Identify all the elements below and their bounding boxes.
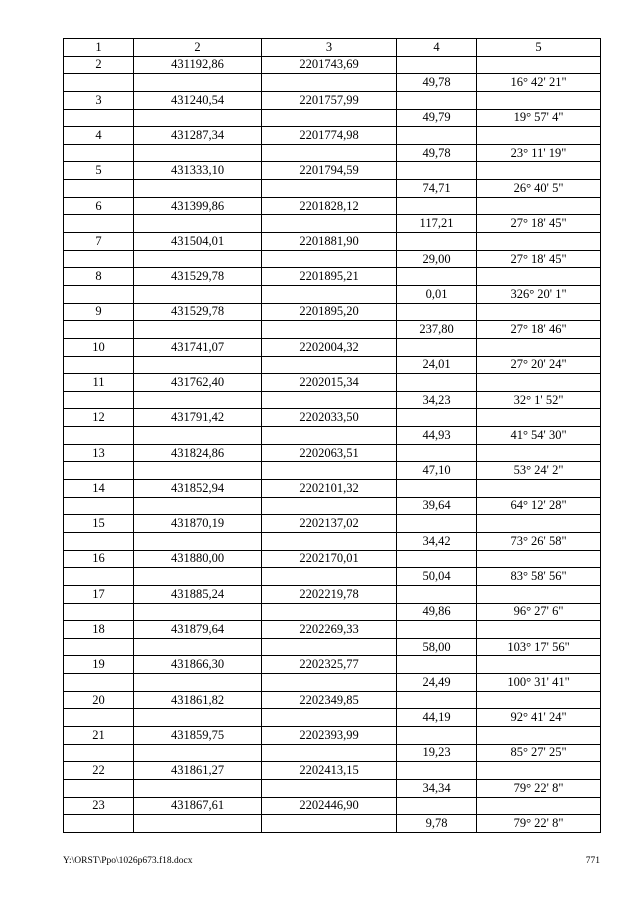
column-header: 2 <box>134 39 262 57</box>
table-cell <box>477 409 601 427</box>
table-cell <box>64 603 134 621</box>
table-cell: 23 <box>64 797 134 815</box>
table-cell <box>397 797 477 815</box>
table-cell: 2202219,78 <box>262 585 397 603</box>
table-row <box>64 91 601 109</box>
table-cell <box>134 215 262 233</box>
table-cell: 2202015,34 <box>262 374 397 392</box>
table-row <box>64 674 601 692</box>
table-cell: 2201794,59 <box>262 162 397 180</box>
table-cell <box>397 656 477 674</box>
table-cell <box>262 497 397 515</box>
table-cell <box>134 709 262 727</box>
table-cell <box>262 462 397 480</box>
table-row <box>64 144 601 162</box>
table-cell <box>64 285 134 303</box>
table-cell: 53° 24' 2" <box>477 462 601 480</box>
table-cell: 3 <box>64 91 134 109</box>
table-cell: 2201895,20 <box>262 303 397 321</box>
table-cell: 34,42 <box>397 532 477 550</box>
table-cell: 64° 12' 28" <box>477 497 601 515</box>
table-cell <box>397 268 477 286</box>
table-cell <box>477 585 601 603</box>
table-cell: 27° 18' 46" <box>477 321 601 339</box>
table-cell <box>477 268 601 286</box>
table-cell <box>262 215 397 233</box>
table-cell: 32° 1' 52" <box>477 391 601 409</box>
table-cell: 96° 27' 6" <box>477 603 601 621</box>
table-cell <box>477 197 601 215</box>
table-cell: 431824,86 <box>134 444 262 462</box>
table-cell <box>134 815 262 833</box>
table-cell <box>262 568 397 586</box>
table-row <box>64 391 601 409</box>
table-cell: 44,19 <box>397 709 477 727</box>
table-cell: 19,23 <box>397 744 477 762</box>
table-cell <box>397 762 477 780</box>
table-cell <box>134 427 262 445</box>
table-cell <box>477 233 601 251</box>
table-cell: 2202170,01 <box>262 550 397 568</box>
table-cell: 49,79 <box>397 109 477 127</box>
table-cell <box>397 409 477 427</box>
table-cell <box>262 109 397 127</box>
table-row <box>64 374 601 392</box>
table-cell: 431791,42 <box>134 409 262 427</box>
table-cell: 431852,94 <box>134 480 262 498</box>
table-row <box>64 656 601 674</box>
table-cell <box>64 391 134 409</box>
table-cell <box>477 480 601 498</box>
table-cell: 0,01 <box>397 285 477 303</box>
table-cell <box>64 250 134 268</box>
table-cell <box>477 550 601 568</box>
table-cell: 431333,10 <box>134 162 262 180</box>
table-cell: 237,80 <box>397 321 477 339</box>
table-cell <box>477 656 601 674</box>
table-cell: 431880,00 <box>134 550 262 568</box>
table-cell: 29,00 <box>397 250 477 268</box>
table-row <box>64 462 601 480</box>
table-cell: 431867,61 <box>134 797 262 815</box>
table-cell: 4 <box>64 127 134 145</box>
table-cell <box>397 91 477 109</box>
table-cell <box>64 744 134 762</box>
table-cell: 431861,27 <box>134 762 262 780</box>
table-cell: 431192,86 <box>134 56 262 74</box>
table-cell <box>134 638 262 656</box>
table-cell: 431866,30 <box>134 656 262 674</box>
table-cell: 2202325,77 <box>262 656 397 674</box>
table-cell <box>397 585 477 603</box>
table-cell: 2202446,90 <box>262 797 397 815</box>
table-row <box>64 427 601 445</box>
table-cell: 22 <box>64 762 134 780</box>
table-cell <box>262 744 397 762</box>
table-cell: 100° 31' 41" <box>477 674 601 692</box>
table-cell: 44,93 <box>397 427 477 445</box>
table-cell: 39,64 <box>397 497 477 515</box>
table-cell <box>64 215 134 233</box>
table-cell <box>262 427 397 445</box>
table-cell: 431870,19 <box>134 515 262 533</box>
table-cell: 2202137,02 <box>262 515 397 533</box>
table-cell: 2201757,99 <box>262 91 397 109</box>
table-cell <box>134 285 262 303</box>
table-cell <box>262 638 397 656</box>
table-cell: 79° 22' 8" <box>477 815 601 833</box>
table-row <box>64 321 601 339</box>
table-cell: 2201743,69 <box>262 56 397 74</box>
table-cell: 49,78 <box>397 74 477 92</box>
table-row <box>64 356 601 374</box>
table-cell: 21 <box>64 726 134 744</box>
table-cell <box>477 303 601 321</box>
table-cell <box>134 321 262 339</box>
table-cell: 24,01 <box>397 356 477 374</box>
table-cell <box>64 356 134 374</box>
table-cell <box>397 56 477 74</box>
table-cell: 34,34 <box>397 779 477 797</box>
table-row <box>64 515 601 533</box>
table-row <box>64 162 601 180</box>
table-row <box>64 550 601 568</box>
table-cell <box>64 638 134 656</box>
table-cell <box>64 815 134 833</box>
table-cell <box>134 391 262 409</box>
table-cell <box>397 197 477 215</box>
table-cell <box>262 709 397 727</box>
table-cell <box>64 74 134 92</box>
table-cell: 11 <box>64 374 134 392</box>
table-cell <box>262 74 397 92</box>
table-row <box>64 709 601 727</box>
table-cell <box>397 691 477 709</box>
table-cell <box>397 162 477 180</box>
table-row <box>64 797 601 815</box>
table-cell <box>262 144 397 162</box>
table-cell <box>64 497 134 515</box>
table-cell <box>397 726 477 744</box>
table-row <box>64 497 601 515</box>
table-cell: 2201828,12 <box>262 197 397 215</box>
table-row <box>64 779 601 797</box>
table-cell: 23° 11' 19" <box>477 144 601 162</box>
table-cell <box>64 109 134 127</box>
table-cell <box>477 691 601 709</box>
table-cell <box>134 144 262 162</box>
table-cell <box>477 515 601 533</box>
table-cell <box>397 444 477 462</box>
table-row <box>64 338 601 356</box>
table-row <box>64 127 601 145</box>
table-cell: 2202004,32 <box>262 338 397 356</box>
table-cell: 2201774,98 <box>262 127 397 145</box>
table-body <box>64 56 601 832</box>
table-cell <box>477 56 601 74</box>
table-cell: 8 <box>64 268 134 286</box>
table-cell <box>134 744 262 762</box>
footer-page-number: 771 <box>585 856 600 866</box>
table-row <box>64 250 601 268</box>
table-row <box>64 603 601 621</box>
table-cell: 431240,54 <box>134 91 262 109</box>
table-cell: 74,71 <box>397 180 477 198</box>
table-cell: 24,49 <box>397 674 477 692</box>
table-cell <box>64 532 134 550</box>
table-cell <box>262 250 397 268</box>
table-cell <box>397 338 477 356</box>
table-cell <box>477 91 601 109</box>
table-cell <box>397 621 477 639</box>
table-cell: 431504,01 <box>134 233 262 251</box>
table-cell <box>262 391 397 409</box>
table-row <box>64 215 601 233</box>
table-cell <box>134 74 262 92</box>
table-row <box>64 638 601 656</box>
table-cell: 79° 22' 8" <box>477 779 601 797</box>
table-cell: 2202393,99 <box>262 726 397 744</box>
table-cell: 9 <box>64 303 134 321</box>
table-cell: 103° 17' 56" <box>477 638 601 656</box>
table-cell <box>64 779 134 797</box>
table-cell <box>134 180 262 198</box>
table-cell: 2202349,85 <box>262 691 397 709</box>
table-row <box>64 532 601 550</box>
table-cell <box>134 532 262 550</box>
table-cell: 34,23 <box>397 391 477 409</box>
table-cell <box>477 726 601 744</box>
table-cell: 17 <box>64 585 134 603</box>
table-cell: 431879,64 <box>134 621 262 639</box>
table-cell <box>397 550 477 568</box>
table-cell: 18 <box>64 621 134 639</box>
table-row <box>64 268 601 286</box>
table-cell: 15 <box>64 515 134 533</box>
table-cell <box>64 462 134 480</box>
table-cell: 431741,07 <box>134 338 262 356</box>
table-cell <box>262 603 397 621</box>
table-cell <box>134 603 262 621</box>
table-cell: 19 <box>64 656 134 674</box>
table-cell: 431529,78 <box>134 268 262 286</box>
table-cell: 2202063,51 <box>262 444 397 462</box>
table-row <box>64 621 601 639</box>
table-cell <box>64 674 134 692</box>
table-cell <box>64 568 134 586</box>
table-row <box>64 726 601 744</box>
table-cell: 47,10 <box>397 462 477 480</box>
table-cell: 19° 57' 4" <box>477 109 601 127</box>
table-cell: 49,78 <box>397 144 477 162</box>
column-header: 4 <box>397 39 477 57</box>
table-cell: 2202269,33 <box>262 621 397 639</box>
table-cell: 431861,82 <box>134 691 262 709</box>
table-cell: 73° 26' 58" <box>477 532 601 550</box>
table-cell <box>262 779 397 797</box>
table-cell <box>397 127 477 145</box>
table-cell: 7 <box>64 233 134 251</box>
table-cell <box>64 709 134 727</box>
table-cell <box>397 374 477 392</box>
table-row <box>64 568 601 586</box>
table-row <box>64 444 601 462</box>
table-header-row <box>64 39 601 57</box>
column-header: 3 <box>262 39 397 57</box>
table-cell <box>262 815 397 833</box>
table-cell: 13 <box>64 444 134 462</box>
table-cell: 2202101,32 <box>262 480 397 498</box>
table-cell <box>134 109 262 127</box>
table-cell <box>397 233 477 251</box>
table-cell <box>134 674 262 692</box>
table-cell: 2202413,15 <box>262 762 397 780</box>
table-cell: 92° 41' 24" <box>477 709 601 727</box>
table-cell: 20 <box>64 691 134 709</box>
table-cell: 431399,86 <box>134 197 262 215</box>
table-cell: 27° 18' 45" <box>477 215 601 233</box>
table-cell <box>64 321 134 339</box>
table-cell <box>262 356 397 374</box>
table-cell <box>64 180 134 198</box>
table-cell: 27° 18' 45" <box>477 250 601 268</box>
table-cell: 26° 40' 5" <box>477 180 601 198</box>
table-cell: 431885,24 <box>134 585 262 603</box>
table-cell <box>134 250 262 268</box>
table-cell <box>397 480 477 498</box>
footer-file-path: Y:\ORST\Ppo\1026p673.f18.docx <box>63 856 193 866</box>
table-cell <box>262 180 397 198</box>
table-cell: 85° 27' 25" <box>477 744 601 762</box>
table-cell: 431529,78 <box>134 303 262 321</box>
table-cell <box>262 321 397 339</box>
table-row <box>64 285 601 303</box>
table-cell <box>262 532 397 550</box>
table-cell: 117,21 <box>397 215 477 233</box>
table-cell: 2202033,50 <box>262 409 397 427</box>
table-cell <box>477 162 601 180</box>
table-cell <box>134 497 262 515</box>
table-cell <box>64 427 134 445</box>
table-cell: 16 <box>64 550 134 568</box>
table-cell: 5 <box>64 162 134 180</box>
table-cell: 326° 20' 1" <box>477 285 601 303</box>
table-cell: 41° 54' 30" <box>477 427 601 445</box>
table-row <box>64 409 601 427</box>
table-cell <box>134 568 262 586</box>
table-cell: 14 <box>64 480 134 498</box>
table-cell <box>64 144 134 162</box>
table-row <box>64 762 601 780</box>
table-cell: 2201881,90 <box>262 233 397 251</box>
table-cell <box>262 285 397 303</box>
table-cell: 10 <box>64 338 134 356</box>
table-cell <box>134 356 262 374</box>
table-row <box>64 480 601 498</box>
table-cell: 16° 42' 21" <box>477 74 601 92</box>
column-header: 5 <box>477 39 601 57</box>
table-cell: 431287,34 <box>134 127 262 145</box>
table-row <box>64 74 601 92</box>
table-cell <box>477 338 601 356</box>
table-row <box>64 180 601 198</box>
table-cell <box>477 762 601 780</box>
table-cell: 2 <box>64 56 134 74</box>
table-row <box>64 109 601 127</box>
table-cell: 2201895,21 <box>262 268 397 286</box>
table-cell: 50,04 <box>397 568 477 586</box>
table-row <box>64 585 601 603</box>
table-cell: 83° 58' 56" <box>477 568 601 586</box>
table-cell: 431762,40 <box>134 374 262 392</box>
table-cell: 431859,75 <box>134 726 262 744</box>
table-cell: 49,86 <box>397 603 477 621</box>
table-row <box>64 744 601 762</box>
table-cell <box>477 797 601 815</box>
table-row <box>64 56 601 74</box>
table-cell: 6 <box>64 197 134 215</box>
table-row <box>64 815 601 833</box>
table-cell: 9,78 <box>397 815 477 833</box>
coordinates-table <box>63 38 601 833</box>
table-cell <box>477 621 601 639</box>
table-cell <box>477 444 601 462</box>
table-row <box>64 197 601 215</box>
table-cell <box>397 515 477 533</box>
column-header: 1 <box>64 39 134 57</box>
table-cell <box>477 374 601 392</box>
table-cell: 27° 20' 24" <box>477 356 601 374</box>
table-cell: 58,00 <box>397 638 477 656</box>
table-cell <box>134 779 262 797</box>
table-cell <box>134 462 262 480</box>
table-cell <box>262 674 397 692</box>
table-cell <box>477 127 601 145</box>
table-cell <box>397 303 477 321</box>
table-row <box>64 691 601 709</box>
table-cell: 12 <box>64 409 134 427</box>
table-row <box>64 233 601 251</box>
table-row <box>64 303 601 321</box>
